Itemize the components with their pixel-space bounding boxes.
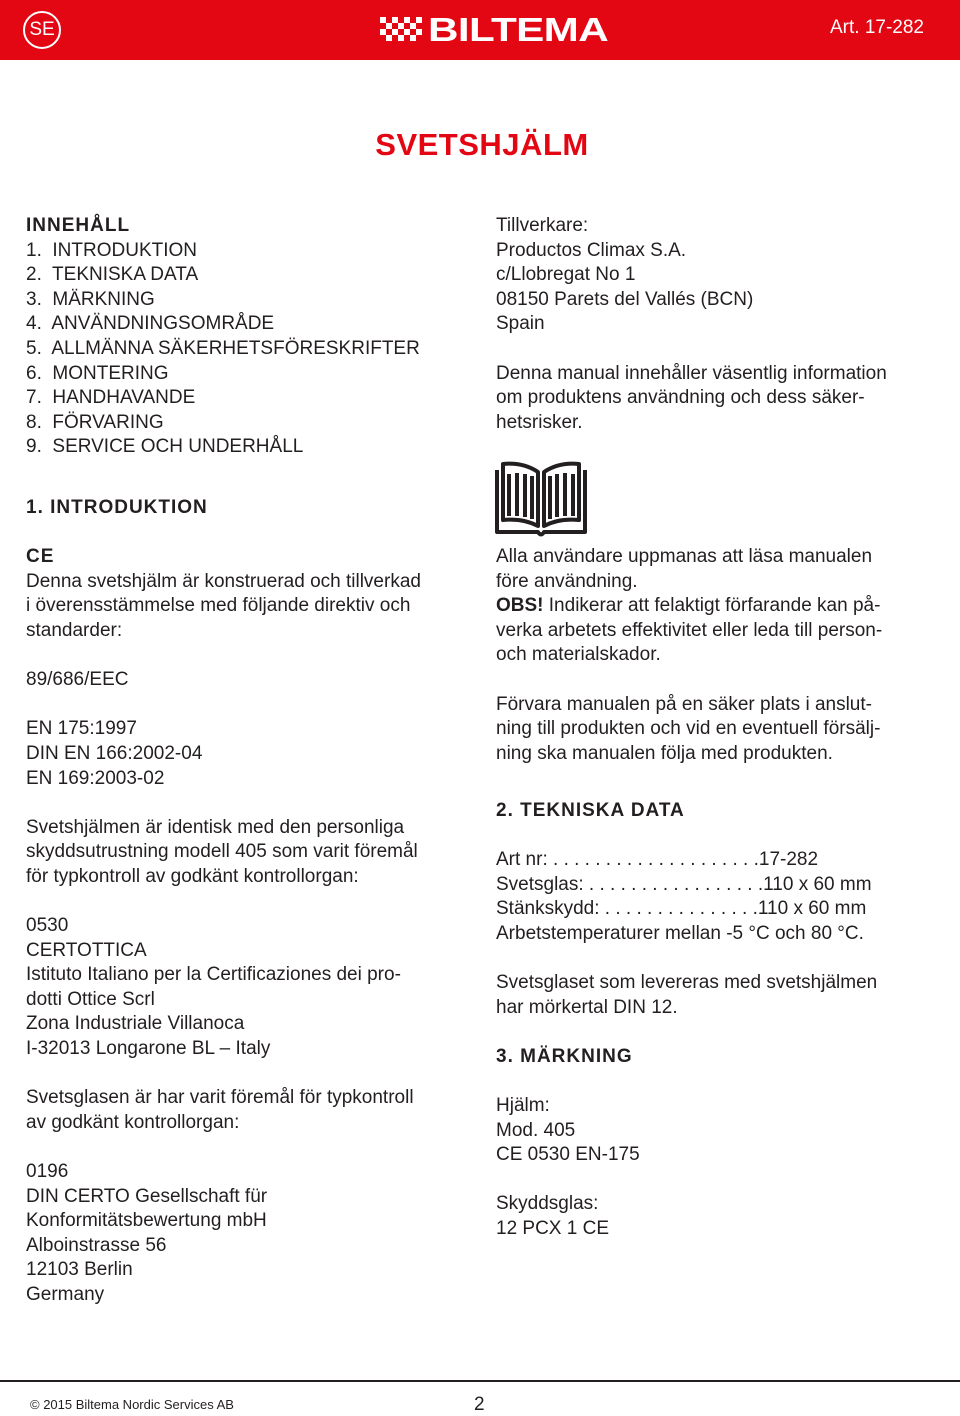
- body-line: Zona Industriale Villanoca: [26, 1013, 245, 1035]
- standard: EN 175:1997: [26, 718, 137, 740]
- page-number: 2: [474, 1394, 485, 1415]
- shade-text: Svetsglaset som levereras med svetshjälmen: [496, 972, 878, 994]
- read-manual-text: före användning.: [496, 570, 638, 592]
- brand-logo: [380, 11, 609, 48]
- ce-heading: CE: [26, 546, 55, 568]
- header-bar: [0, 0, 960, 60]
- read-manual-text: Alla användare uppmanas att läsa manualen: [496, 546, 873, 567]
- copyright: © 2015 Biltema Nordic Services AB: [30, 1397, 234, 1412]
- marking-line: Skyddsglas:: [496, 1193, 599, 1215]
- standard: EN 169:2003-02: [26, 767, 165, 789]
- manufacturer-line: Tillverkare:: [496, 215, 589, 236]
- keep-manual-text: Förvara manualen på en säker plats i anslut-: [496, 693, 872, 715]
- section-heading: 3. MÄRKNING: [496, 1045, 633, 1067]
- introduction-section: [26, 496, 421, 1308]
- body-line: Istituto Italiano per la Certificaziones dei pro-: [26, 964, 401, 986]
- toc-item: 4. ANVÄNDNINGSOMRÅDE: [26, 313, 275, 335]
- section-heading: 1. INTRODUKTION: [26, 497, 208, 518]
- standard: DIN EN 166:2002-04: [26, 742, 203, 764]
- manual-note: Denna manual innehåller väsentlig information: [496, 362, 887, 384]
- body-line: Germany: [26, 1284, 105, 1305]
- obs-label: OBS!: [496, 595, 544, 617]
- body-line: DIN CERTO Gesellschaft für: [26, 1185, 268, 1207]
- marking-line: CE 0530 EN-175: [496, 1144, 640, 1166]
- manufacturer-line: c/Llobregat No 1: [496, 264, 636, 286]
- body-line: 0530: [26, 915, 69, 937]
- toc-item: 3. MÄRKNING: [26, 288, 155, 310]
- obs-text: verka arbetets effektivitet eller leda till person-: [496, 619, 883, 641]
- manufacturer-line: Spain: [496, 313, 545, 335]
- toc-item: 5. ALLMÄNNA SÄKERHETSFÖRESKRIFTER: [26, 337, 420, 359]
- identical-text: skyddsutrustning modell 405 som varit föremål: [26, 841, 418, 863]
- article-number: Art. 17-282: [830, 17, 924, 38]
- brand-name: BILTEMA: [428, 11, 609, 48]
- keep-manual-text: ning ska manualen följa med produkten.: [496, 742, 833, 764]
- ce-text: i överensstämmelse med följande direktiv och: [26, 595, 411, 617]
- section-heading: 2. TEKNISKA DATA: [496, 799, 685, 821]
- read-manual-section: [496, 545, 882, 1242]
- identical-text: Svetshjälmen är identisk med den personliga: [26, 816, 405, 838]
- manufacturer-line: Productos Climax S.A.: [496, 239, 687, 261]
- keep-manual-text: ning till produkten och vid en eventuell försälj-: [496, 718, 881, 740]
- temperature-range: Arbetstemperaturer mellan -5 °C och 80 °C.: [496, 922, 864, 944]
- page-title: SVETSHJÄLM: [375, 127, 589, 162]
- body-line: 0196: [26, 1161, 69, 1183]
- obs-text: och materialskador.: [496, 644, 661, 666]
- footer-divider: [0, 1380, 960, 1382]
- toc-item: 7. HANDHAVANDE: [26, 387, 196, 409]
- marking-line: Mod. 405: [496, 1119, 576, 1141]
- toc-item: 1. INTRODUKTION: [26, 239, 198, 261]
- spec-row: Art nr: . . . . . . . . . . . . . . . . . . . .17-282: [496, 849, 819, 871]
- body-line: I-32013 Longarone BL – Italy: [26, 1038, 271, 1060]
- manufacturer-info: [496, 214, 887, 435]
- identical-text: för typkontroll av godkänt kontrollorgan:: [26, 865, 359, 887]
- glass-text: av godkänt kontrollorgan:: [26, 1111, 240, 1133]
- glass-text: Svetsglasen är har varit föremål för typkontroll: [26, 1087, 414, 1109]
- directive: 89/686/EEC: [26, 669, 129, 691]
- ce-text: Denna svetshjälm är konstruerad och tillverkad: [26, 570, 421, 592]
- toc-heading: INNEHÅLL: [26, 215, 131, 236]
- table-of-contents: [26, 214, 420, 460]
- open-book-icon: [493, 460, 589, 538]
- body-line: Konformitätsbewertung mbH: [26, 1210, 267, 1232]
- ce-text: standarder:: [26, 619, 123, 641]
- spec-row: Stänkskydd: . . . . . . . . . . . . . . .110 x 60 mm: [496, 898, 867, 920]
- body-line: CERTOTTICA: [26, 939, 147, 961]
- obs-text: Indikerar att felaktigt förfarande kan på-: [543, 595, 881, 617]
- body-line: Alboinstrasse 56: [26, 1234, 167, 1256]
- marking-line: Hjälm:: [496, 1095, 550, 1117]
- language-badge: SE: [23, 11, 61, 49]
- toc-item: 8. FÖRVARING: [26, 411, 164, 433]
- toc-item: 6. MONTERING: [26, 362, 169, 384]
- checker-flag-icon: [380, 17, 424, 43]
- spec-row: Svetsglas: . . . . . . . . . . . . . . . . .110 x 60 mm: [496, 873, 872, 895]
- toc-item: 2. TEKNISKA DATA: [26, 264, 199, 286]
- marking-line: 12 PCX 1 CE: [496, 1218, 609, 1240]
- manufacturer-line: 08150 Parets del Vallés (BCN): [496, 288, 754, 310]
- body-line: 12103 Berlin: [26, 1259, 133, 1281]
- obs-line: [496, 594, 882, 619]
- manual-note: hetsrisker.: [496, 411, 583, 433]
- toc-item: 9. SERVICE OCH UNDERHÅLL: [26, 436, 304, 458]
- body-line: dotti Ottice Scrl: [26, 988, 155, 1010]
- manual-note: om produktens användning och dess säker-: [496, 387, 865, 409]
- shade-text: har mörkertal DIN 12.: [496, 996, 678, 1018]
